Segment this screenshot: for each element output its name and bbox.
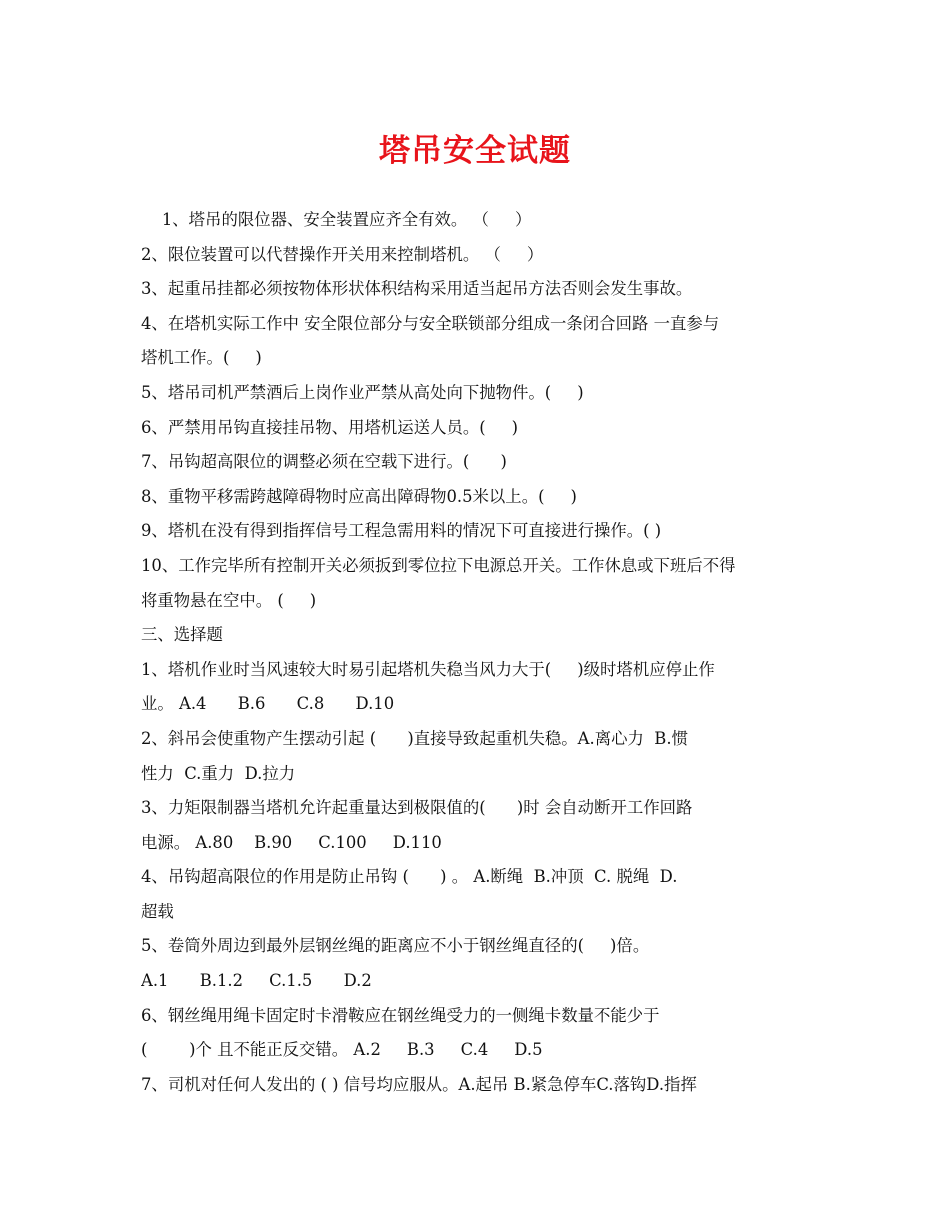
document-line: 7、司机对任何人发出的 ( ) 信号均应服从。A.起吊 B.紧急停车C.落钩D.指挥 (141, 1074, 697, 1094)
document-line: 业。 A.4 B.6 C.8 D.10 (141, 694, 395, 714)
document-line: 5、卷筒外周边到最外层钢丝绳的距离应不小于钢丝绳直径的( )倍。 (141, 936, 650, 956)
document-line: 4、在塔机实际工作中 安全限位部分与安全联锁部分组成一条闭合回路 一直参与 (141, 313, 720, 333)
document-line: 三、选择题 (141, 625, 223, 645)
document-line: 9、塔机在没有得到指挥信号工程急需用料的情况下可直接进行操作。( ) (141, 521, 662, 541)
document-line: 6、钢丝绳用绳卡固定时卡滑鞍应在钢丝绳受力的一侧绳卡数量不能少于 (141, 1005, 660, 1025)
document-line: 1、塔机作业时当风速较大时易引起塔机失稳当风力大于( )级时塔机应停止作 (141, 659, 715, 679)
document-line: 3、起重吊挂都必须按物体形状体积结构采用适当起吊方法否则会发生事故。 (141, 279, 693, 299)
document-line: 2、斜吊会使重物产生摆动引起 ( )直接导致起重机失稳。A.离心力 B.惯 (141, 728, 688, 748)
document-body (141, 203, 811, 1102)
document-line: 8、重物平移需跨越障碍物时应高出障碍物0.5米以上。( ) (141, 486, 577, 506)
document-line: 超载 (141, 901, 174, 921)
document-line: 性力 C.重力 D.拉力 (141, 763, 296, 783)
document-line: 2、限位装置可以代替操作开关用来控制塔机。 （ ） (141, 244, 544, 264)
document-line: 5、塔吊司机严禁酒后上岗作业严禁从高处向下抛物件。( ) (141, 382, 584, 402)
document-line: 4、吊钩超高限位的作用是防止吊钩 ( ) 。 A.断绳 B.冲顶 C. 脱绳 D. (141, 867, 678, 887)
document-line: 电源。 A.80 B.90 C.100 D.110 (141, 832, 442, 852)
document-line: 10、工作完毕所有控制开关必须扳到零位拉下电源总开关。工作休息或下班后不得 (141, 555, 736, 575)
document-title: 塔吊安全试题 (379, 133, 571, 169)
document-line: 7、吊钩超高限位的调整必须在空载下进行。( ) (141, 452, 507, 472)
document-line: 3、力矩限制器当塔机允许起重量达到极限值的( )时 会自动断开工作回路 (141, 798, 693, 818)
document-line: 6、严禁用吊钩直接挂吊物、用塔机运送人员。( ) (141, 417, 519, 437)
document-line: 1、塔吊的限位器、安全装置应齐全有效。 （ ） (141, 210, 532, 229)
document-line: ( )个 且不能正反交错。 A.2 B.3 C.4 D.5 (141, 1040, 543, 1060)
document-line: 将重物悬在空中。 ( ) (141, 590, 317, 610)
document-line: A.1 B.1.2 C.1.5 D.2 (141, 971, 372, 991)
document-line: 塔机工作。( ) (141, 348, 262, 368)
